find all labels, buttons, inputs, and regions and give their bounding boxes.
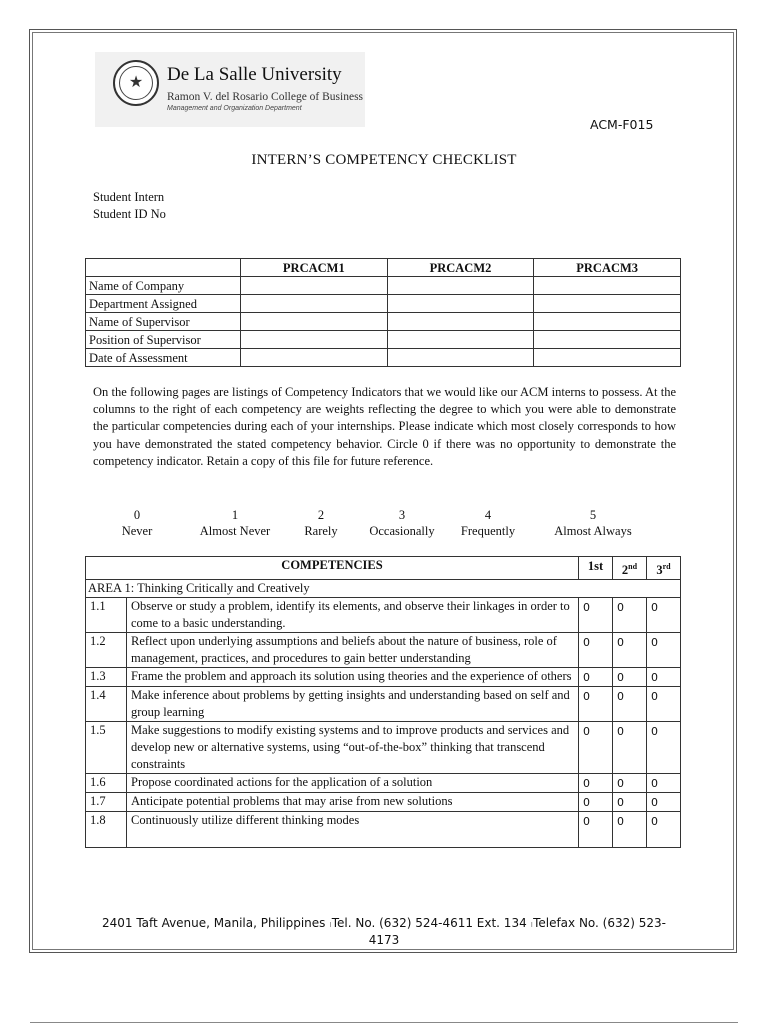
rating-cell-1st[interactable]: 0	[579, 668, 613, 687]
scale-value: 1	[231, 508, 239, 522]
scale-label: Occasionally	[369, 524, 435, 538]
university-seal-icon	[113, 60, 159, 106]
info-cell-prcacm1[interactable]	[241, 277, 388, 295]
rating-cell-3rd[interactable]: 0	[647, 774, 681, 793]
scale-item	[358, 507, 446, 539]
rating-cell-1st[interactable]: 0	[579, 812, 613, 848]
bottom-divider	[30, 1022, 738, 1023]
info-cell-prcacm1[interactable]	[241, 313, 388, 331]
competencies-header: COMPETENCIES	[86, 557, 579, 580]
rating-header-3rd-base: 3	[656, 563, 663, 578]
scale-item	[187, 507, 283, 539]
scale-item	[112, 507, 162, 539]
competency-number: 1.6	[86, 774, 127, 793]
scale-label: Rarely	[304, 524, 338, 538]
rating-cell-3rd[interactable]: 0	[647, 793, 681, 812]
rating-cell-3rd[interactable]: 0	[647, 633, 681, 668]
info-row-label: Name of Company	[86, 277, 241, 295]
info-row-assessment-date	[86, 349, 681, 367]
footer-telefax: Telefax No. (632) 523-4173	[368, 916, 666, 947]
rating-scale	[0, 507, 768, 541]
competency-header-row	[86, 557, 681, 580]
rating-cell-2nd[interactable]: 0	[613, 598, 647, 633]
university-logo-block	[95, 52, 365, 127]
scale-value: 5	[589, 508, 597, 522]
area-row	[86, 580, 681, 598]
info-cell-prcacm3[interactable]	[534, 277, 681, 295]
info-row-company	[86, 277, 681, 295]
rating-cell-3rd[interactable]: 0	[647, 598, 681, 633]
scale-label: Never	[121, 524, 153, 538]
info-row-label: Date of Assessment	[86, 349, 241, 367]
rating-cell-1st[interactable]: 0	[579, 633, 613, 668]
rating-header-3rd	[647, 557, 681, 580]
info-row-supervisor-position	[86, 331, 681, 349]
scale-item	[450, 507, 526, 539]
competency-number: 1.1	[86, 598, 127, 633]
info-header-prcacm3: PRCACM3	[534, 259, 681, 277]
info-cell-prcacm1[interactable]	[241, 331, 388, 349]
competency-row	[86, 793, 681, 812]
student-id-label: Student ID No	[93, 207, 166, 221]
instructions-paragraph: On the following pages are listings of Competency Indicators that we would like our ACM interns to possess. At the columns to the right of each competency are weights reflecting the degree to which you were able to demonstrate the particular competencies during each of your internships. Please indicate which most closely corresponds to how you have demonstrated the stated competency behavior. Circle 0 if there was no opportunity to demonstrate the competency indicator. Retain a copy of this file for future reference.	[93, 385, 676, 468]
rating-cell-2nd[interactable]: 0	[613, 633, 647, 668]
rating-cell-2nd[interactable]: 0	[613, 687, 647, 722]
competency-row	[86, 722, 681, 774]
info-row-supervisor	[86, 313, 681, 331]
info-cell-prcacm3[interactable]	[534, 331, 681, 349]
form-code: ACM-F015	[590, 117, 654, 132]
competency-text: Continuously utilize different thinking modes	[127, 812, 579, 848]
info-row-department	[86, 295, 681, 313]
competency-text: Reflect upon underlying assumptions and beliefs about the nature of business, role of management, practices, and procedures to gain better understanding	[127, 633, 579, 668]
rating-cell-2nd[interactable]: 0	[613, 812, 647, 848]
rating-cell-2nd[interactable]: 0	[613, 793, 647, 812]
competency-number: 1.3	[86, 668, 127, 687]
page-footer	[95, 916, 673, 948]
rating-cell-1st[interactable]: 0	[579, 774, 613, 793]
rating-cell-3rd[interactable]: 0	[647, 668, 681, 687]
scale-item	[540, 507, 646, 539]
info-row-label: Position of Supervisor	[86, 331, 241, 349]
rating-cell-1st[interactable]: 0	[579, 598, 613, 633]
rating-cell-3rd[interactable]: 0	[647, 722, 681, 774]
info-cell-prcacm1[interactable]	[241, 295, 388, 313]
scale-item	[291, 507, 351, 539]
rating-header-2nd-suffix: nd	[628, 562, 638, 571]
document-title: INTERN’S COMPETENCY CHECKLIST	[251, 152, 517, 168]
info-cell-prcacm3[interactable]	[534, 295, 681, 313]
competency-number: 1.5	[86, 722, 127, 774]
rating-cell-2nd[interactable]: 0	[613, 722, 647, 774]
info-table-header-row	[86, 259, 681, 277]
info-row-label: Department Assigned	[86, 295, 241, 313]
footer-separator: ı	[329, 920, 332, 930]
scale-label: Almost Always	[554, 524, 632, 538]
info-cell-prcacm2[interactable]	[387, 313, 534, 331]
competency-row	[86, 668, 681, 687]
info-cell-prcacm2[interactable]	[387, 295, 534, 313]
rating-header-1st: 1st	[579, 557, 613, 580]
info-cell-prcacm2[interactable]	[387, 277, 534, 295]
scale-value: 2	[317, 508, 325, 522]
student-intern-label: Student Intern	[93, 190, 165, 204]
rating-cell-1st[interactable]: 0	[579, 687, 613, 722]
info-header-prcacm2: PRCACM2	[387, 259, 534, 277]
scale-label: Almost Never	[199, 524, 271, 538]
rating-cell-1st[interactable]: 0	[579, 722, 613, 774]
info-cell-prcacm2[interactable]	[387, 331, 534, 349]
internship-info-table	[85, 258, 681, 367]
competency-number: 1.7	[86, 793, 127, 812]
competency-text: Propose coordinated actions for the application of a solution	[127, 774, 579, 793]
competency-text: Observe or study a problem, identify its elements, and observe their linkages in order to come to a basic understanding.	[127, 598, 579, 633]
competency-row	[86, 774, 681, 793]
competency-number: 1.2	[86, 633, 127, 668]
area-title: AREA 1: Thinking Critically and Creatively	[86, 580, 681, 598]
competency-number: 1.4	[86, 687, 127, 722]
scale-value: 4	[484, 508, 492, 522]
competency-number: 1.8	[86, 812, 127, 848]
rating-cell-3rd[interactable]: 0	[647, 687, 681, 722]
competency-text: Make suggestions to modify existing systems and to improve products and services and develop new or alternative systems, using “out-of-the-box” thinking that transcend constraints	[127, 722, 579, 774]
info-cell-prcacm1[interactable]	[241, 349, 388, 367]
department-name: Management and Organization Department	[167, 105, 302, 112]
scale-value: 3	[398, 508, 406, 522]
info-cell-prcacm3[interactable]	[534, 349, 681, 367]
footer-tel: Tel. No. (632) 524-4611 Ext. 134	[331, 916, 527, 930]
university-name: De La Salle University	[167, 64, 342, 85]
college-name: Ramon V. del Rosario College of Business	[167, 91, 364, 103]
rating-cell-2nd[interactable]: 0	[613, 774, 647, 793]
info-header-prcacm1: PRCACM1	[241, 259, 388, 277]
scale-label: Frequently	[460, 524, 516, 538]
scale-value: 0	[133, 508, 141, 522]
competency-row	[86, 687, 681, 722]
rating-header-2nd-base: 2	[621, 563, 629, 578]
competency-text: Anticipate potential problems that may arise from new solutions	[127, 793, 579, 812]
competency-text: Frame the problem and approach its solution using theories and the experience of others	[127, 668, 579, 687]
rating-cell-2nd[interactable]: 0	[613, 668, 647, 687]
footer-separator: ı	[530, 920, 534, 930]
rating-header-2nd	[613, 557, 647, 580]
competency-text: Make inference about problems by getting insights and understanding based on self and group learning	[127, 687, 579, 722]
info-row-label: Name of Supervisor	[86, 313, 241, 331]
footer-address: 2401 Taft Avenue, Manila, Philippines	[101, 916, 326, 930]
rating-header-3rd-suffix: rd	[662, 562, 671, 571]
info-cell-prcacm3[interactable]	[534, 313, 681, 331]
competency-row	[86, 598, 681, 633]
rating-cell-3rd[interactable]: 0	[647, 812, 681, 848]
competency-row	[86, 812, 681, 848]
competency-table	[85, 556, 681, 848]
competency-row	[86, 633, 681, 668]
rating-cell-1st[interactable]: 0	[579, 793, 613, 812]
info-header-empty	[86, 259, 241, 277]
info-cell-prcacm2[interactable]	[387, 349, 534, 367]
